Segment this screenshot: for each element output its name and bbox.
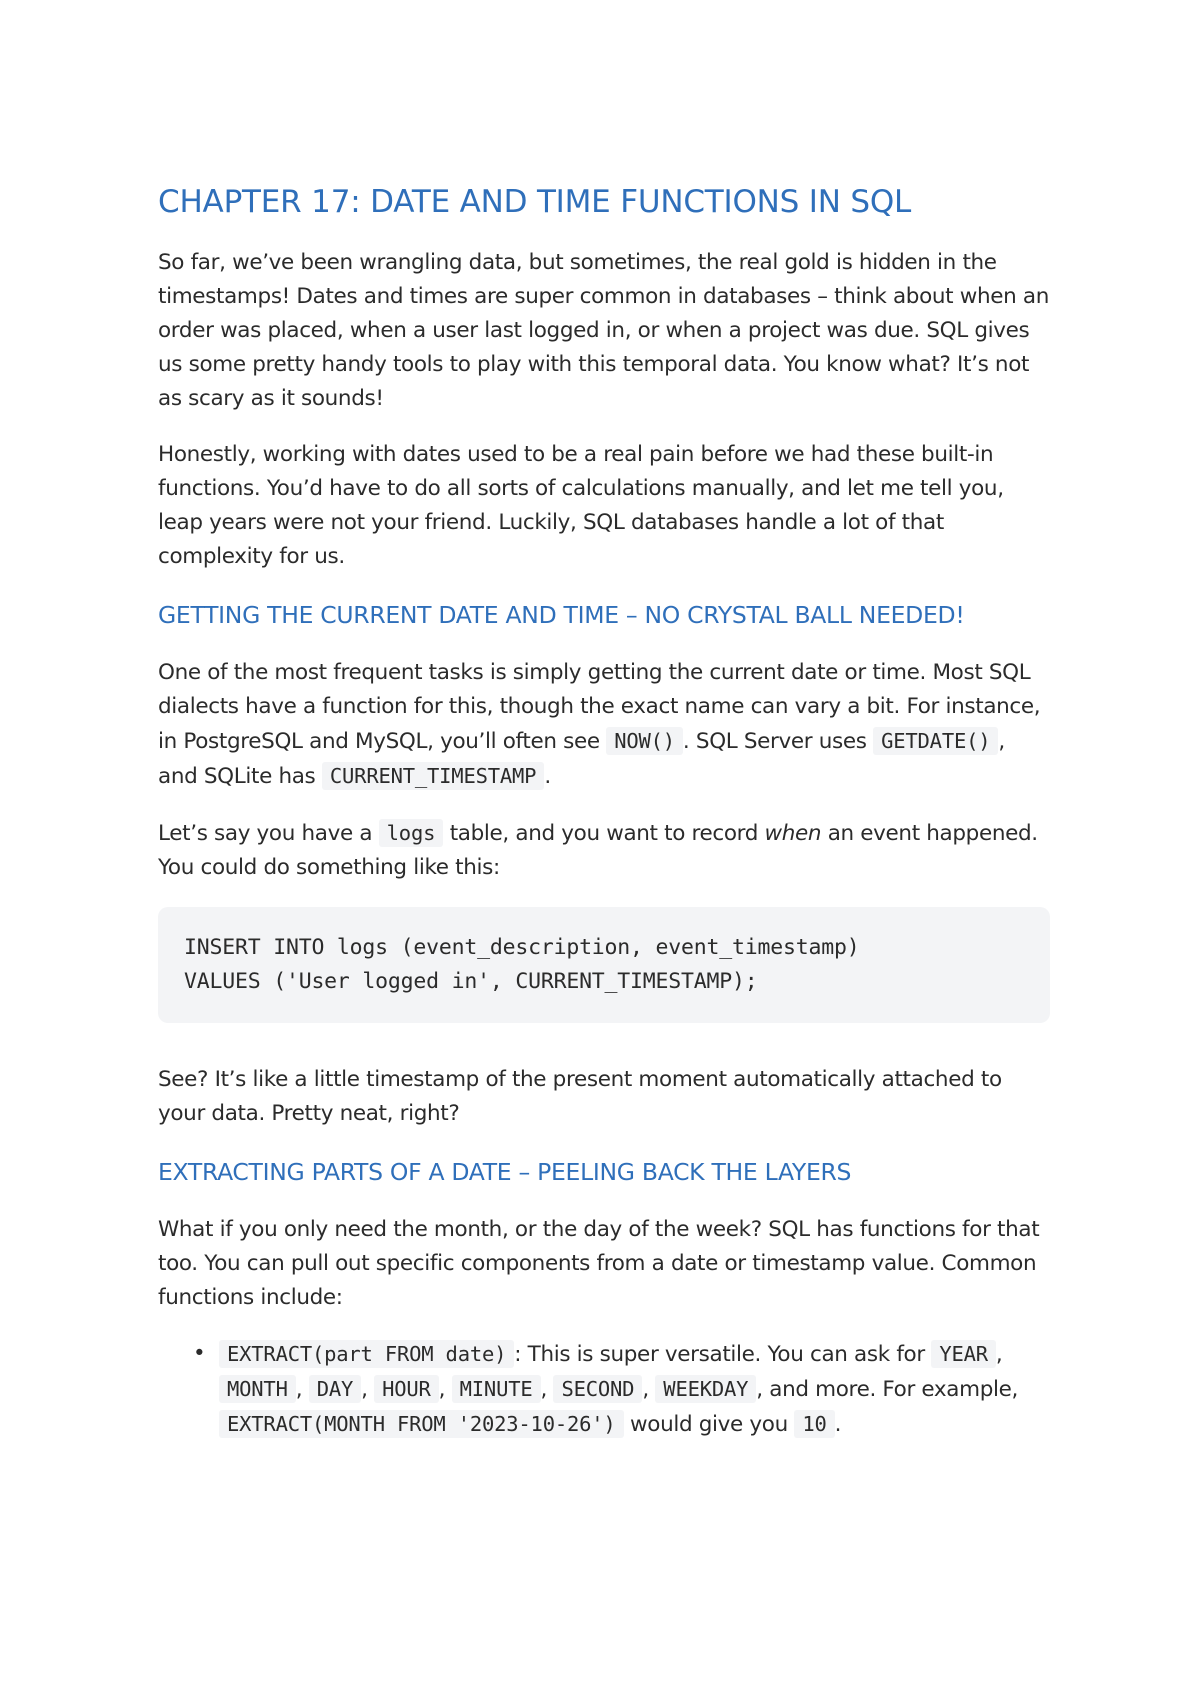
text: would give you	[623, 1412, 795, 1437]
text: ,	[438, 1377, 452, 1402]
text: One of the most frequent tasks is simply getting the current date or time. Most SQL dialects have a function for this, though the exact name can vary a bit. For instance, in PostgreSQL and MySQL, you’ll often see	[158, 660, 1041, 754]
inline-code-extract: EXTRACT(part FROM date)	[219, 1340, 514, 1368]
text: table, and you want to record	[443, 821, 765, 846]
inline-code-day: DAY	[309, 1375, 361, 1403]
logs-paragraph	[158, 816, 1050, 885]
inline-code-getdate: GETDATE()	[873, 727, 998, 755]
document-page	[158, 180, 1050, 1442]
extracting-paragraph: What if you only need the month, or the day of the week? SQL has functions for that too. You can pull out specific components from a date or timestamp value. Common functions include:	[158, 1217, 1040, 1310]
text: .	[834, 1412, 842, 1437]
emphasis-when: when	[764, 821, 822, 846]
text: ,	[995, 1342, 1003, 1367]
inline-code-extract-example: EXTRACT(MONTH FROM '2023-10-26')	[219, 1410, 624, 1438]
intro-paragraph-1: So far, we’ve been wrangling data, but sometimes, the real gold is hidden in the timestamps! Dates and times are super common in databases – think about when an order was placed, when a user last logged in, or when a project was due. SQL gives us some pretty handy tools to play with this temporal data. You know what? It’s not as scary as it sounds!	[158, 250, 1049, 411]
list-item-extract	[193, 1337, 1050, 1442]
current-date-paragraph	[158, 656, 1050, 794]
inline-code-current-timestamp: CURRENT_TIMESTAMP	[322, 762, 544, 790]
inline-code-hour: HOUR	[374, 1375, 439, 1403]
inline-code-now: NOW()	[606, 727, 683, 755]
inline-code-result: 10	[794, 1410, 834, 1438]
text: ,	[642, 1377, 656, 1402]
text: , and more. For example,	[756, 1377, 1019, 1402]
code-block-content: INSERT INTO logs (event_description, event_timestamp) VALUES ('User logged in', CURRENT_TIMESTAMP);	[184, 935, 860, 994]
text: Let’s say you have a	[158, 821, 379, 846]
code-block	[158, 907, 1050, 1023]
text: an event happened. You could do something like this:	[158, 821, 1038, 880]
section-heading-current-date: GETTING THE CURRENT DATE AND TIME – NO CRYSTAL BALL NEEDED!	[158, 601, 965, 629]
inline-code-year: YEAR	[931, 1340, 996, 1368]
text: ,	[295, 1377, 309, 1402]
section-heading-extracting: EXTRACTING PARTS OF A DATE – PEELING BACK THE LAYERS	[158, 1158, 852, 1186]
text: .	[544, 764, 551, 789]
text: ,	[361, 1377, 375, 1402]
text: ,	[540, 1377, 554, 1402]
intro-paragraph-2: Honestly, working with dates used to be a real pain before we had these built-in functions. You’d have to do all sorts of calculations manually, and let me tell you, leap years were not your friend. Luckily, SQL databases handle a lot of that complexity for us.	[158, 442, 1004, 569]
function-list	[158, 1337, 1050, 1442]
chapter-title: CHAPTER 17: DATE AND TIME FUNCTIONS IN SQL	[158, 184, 912, 220]
inline-code-weekday: WEEKDAY	[655, 1375, 756, 1403]
bullet-marker: •	[193, 1341, 206, 1366]
text: : This is super versatile. You can ask for	[514, 1342, 932, 1367]
timestamp-summary-paragraph: See? It’s like a little timestamp of the present moment automatically attached to your data. Pretty neat, right?	[158, 1067, 1002, 1126]
inline-code-minute: MINUTE	[452, 1375, 541, 1403]
text: . SQL Server uses	[682, 729, 874, 754]
inline-code-logs: logs	[379, 819, 444, 847]
text: , and SQLite has	[158, 729, 1005, 789]
inline-code-month: MONTH	[219, 1375, 296, 1403]
inline-code-second: SECOND	[553, 1375, 642, 1403]
